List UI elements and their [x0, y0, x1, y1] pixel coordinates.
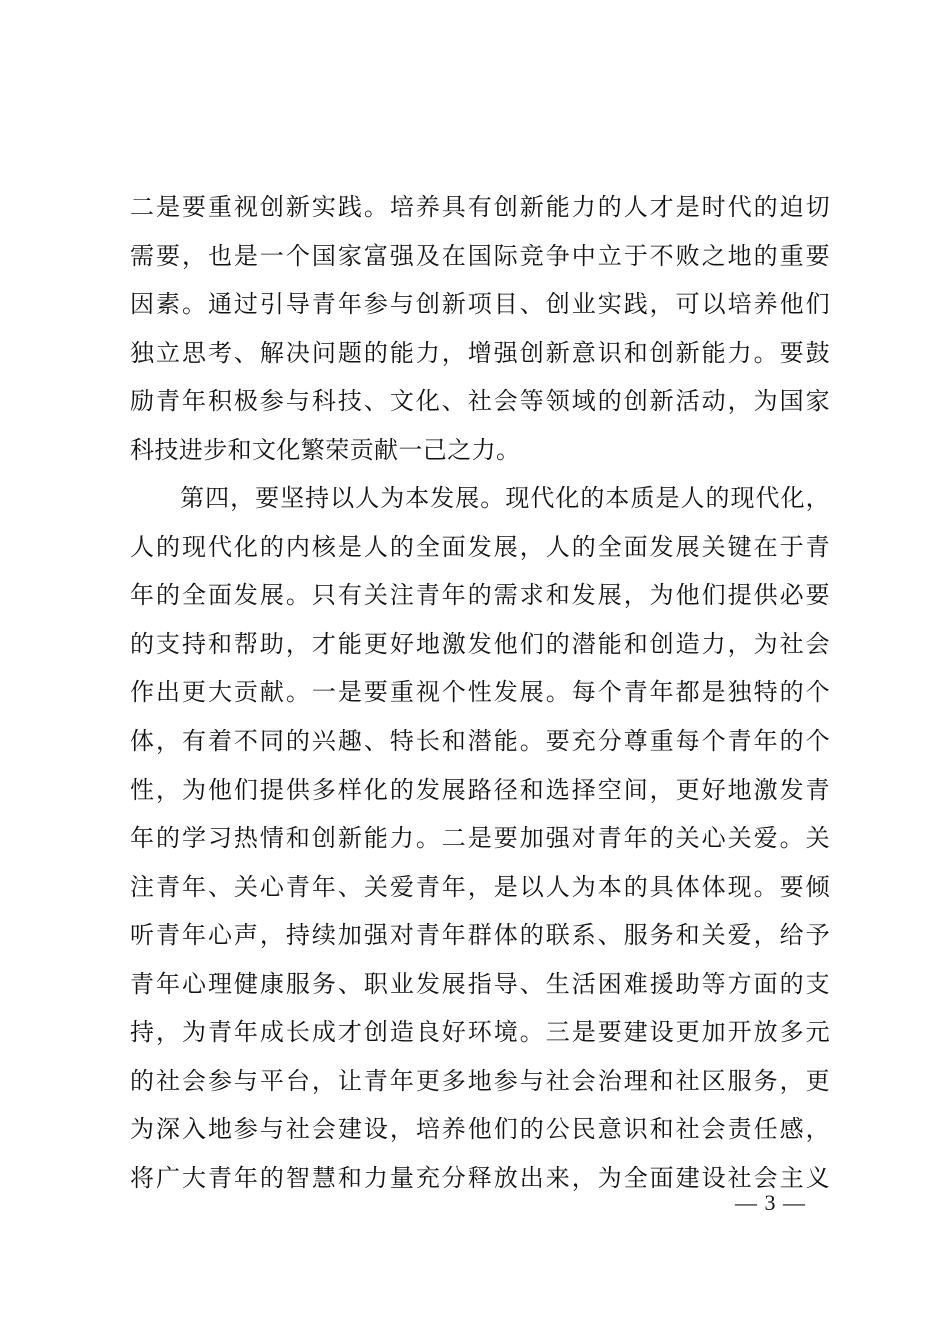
text-line: 年的全面发展。只有关注青年的需求和发展，为他们提供必要	[130, 581, 830, 610]
text-line: 需要，也是一个国家富强及在国际竞争中立于不败之地的重要	[130, 241, 830, 270]
text-line: 独立思考、解决问题的能力，增强创新意识和创新能力。要鼓	[130, 338, 830, 367]
text-line: 性，为他们提供多样化的发展路径和选择空间，更好地激发青	[130, 775, 830, 804]
text-line: 年的学习热情和创新能力。二是要加强对青年的关心关爱。关	[130, 824, 830, 853]
text-line: 听青年心声，持续加强对青年群体的联系、服务和关爱，给予	[130, 921, 830, 950]
text-line: 注青年、关心青年、关爱青年，是以人为本的具体体现。要倾	[130, 872, 830, 901]
text-line: 将广大青年的智慧和力量充分释放出来，为全面建设社会主义	[130, 1163, 830, 1192]
page-number: — 3 —	[735, 1190, 806, 1215]
text-line: 第四，要坚持以人为本发展。现代化的本质是人的现代化，	[130, 484, 830, 513]
text-line: 持，为青年成长成才创造良好环境。三是要建设更加开放多元	[130, 1018, 830, 1047]
text-line: 因素。通过引导青年参与创新项目、创业实践，可以培养他们	[130, 290, 830, 319]
body-text	[130, 183, 830, 1202]
text-line: 二是要重视创新实践。培养具有创新能力的人才是时代的迫切	[130, 193, 830, 221]
text-line: 的支持和帮助，才能更好地激发他们的潜能和创造力，为社会	[130, 629, 830, 658]
text-line: 体，有着不同的兴趣、特长和潜能。要充分尊重每个青年的个	[130, 727, 830, 756]
text-line: 科技进步和文化繁荣贡献一己之力。	[130, 435, 521, 464]
text-line: 励青年积极参与科技、文化、社会等领域的创新活动，为国家	[130, 387, 830, 416]
text-line: 青年心理健康服务、职业发展指导、生活困难援助等方面的支	[130, 969, 830, 998]
text-line: 作出更大贡献。一是要重视个性发展。每个青年都是独特的个	[130, 678, 830, 707]
text-line: 人的现代化的内核是人的全面发展，人的全面发展关键在于青	[130, 532, 830, 561]
text-line: 的社会参与平台，让青年更多地参与社会治理和社区服务，更	[130, 1066, 830, 1095]
text-line: 为深入地参与社会建设，培养他们的公民意识和社会责任感，	[130, 1115, 830, 1144]
